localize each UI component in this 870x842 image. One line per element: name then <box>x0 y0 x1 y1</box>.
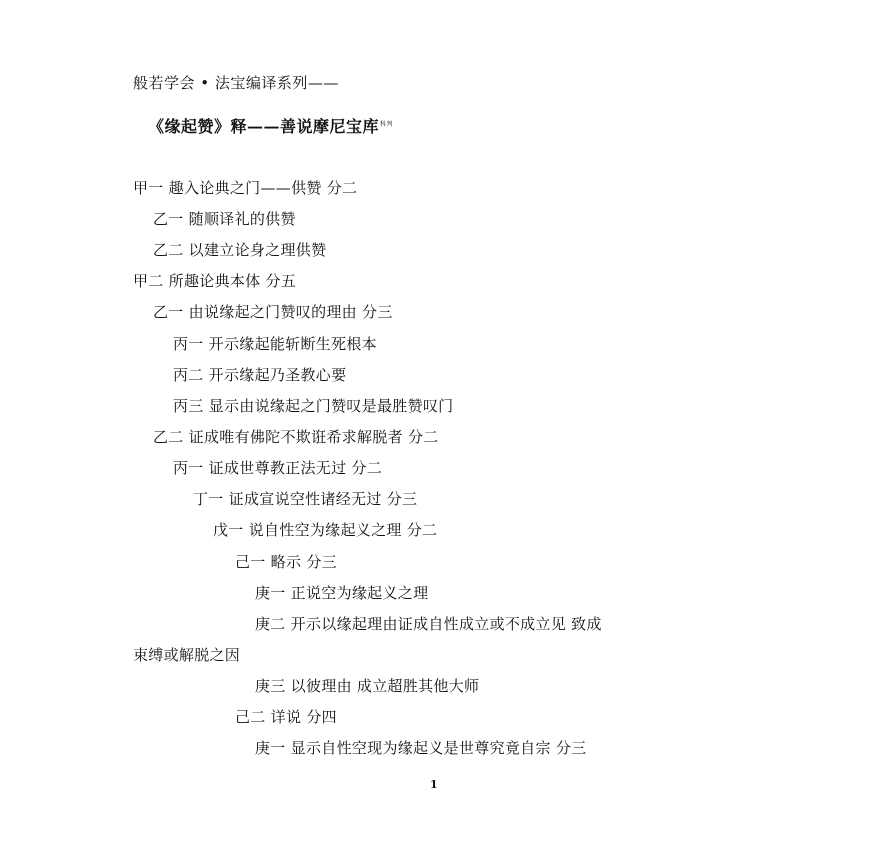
page-number: 1 <box>430 778 438 791</box>
outline-item: 丙二 开示缘起乃圣教心要 <box>173 366 347 384</box>
outline-item: 己一 略示 分三 <box>235 553 337 571</box>
outline-item: 乙二 以建立论身之理供赞 <box>153 241 327 259</box>
outline-item: 甲二 所趣论典本体 分五 <box>133 272 297 290</box>
outline-item: 乙一 由说缘起之门赞叹的理由 分三 <box>153 303 393 321</box>
outline-item: 庚一 正说空为缘起义之理 <box>255 584 429 602</box>
document-title-text: 《缘起赞》释——善说摩尼宝库 <box>148 117 380 136</box>
title-note: 科判 <box>380 120 394 128</box>
outline-item: 庚一 显示自性空现为缘起义是世尊究竟自宗 分三 <box>255 739 587 757</box>
outline-item-continuation: 束缚或解脱之因 <box>133 646 241 664</box>
outline-item: 丙三 显示由说缘起之门赞叹是最胜赞叹门 <box>173 397 454 415</box>
outline-item: 丙一 证成世尊教正法无过 分二 <box>173 459 383 477</box>
outline-item: 戊一 说自性空为缘起义之理 分二 <box>213 521 438 539</box>
outline-item: 甲一 趣入论典之门——供赞 分二 <box>133 179 358 197</box>
outline-item: 丁一 证成宣说空性诸经无过 分三 <box>193 490 418 508</box>
outline-item: 庚三 以彼理由 成立超胜其他大师 <box>255 677 480 695</box>
outline-item: 己二 详说 分四 <box>235 708 337 726</box>
outline-item: 丙一 开示缘起能斩断生死根本 <box>173 335 377 353</box>
outline-item: 乙二 证成唯有佛陀不欺诳希求解脱者 分二 <box>153 428 439 446</box>
outline-item: 乙一 随顺译礼的供赞 <box>153 210 296 228</box>
document-title <box>148 114 394 137</box>
series-heading: 般若学会 • 法宝编译系列—— <box>133 74 339 92</box>
outline-item: 庚二 开示以缘起理由证成自性成立或不成立见 致成 <box>255 615 602 633</box>
